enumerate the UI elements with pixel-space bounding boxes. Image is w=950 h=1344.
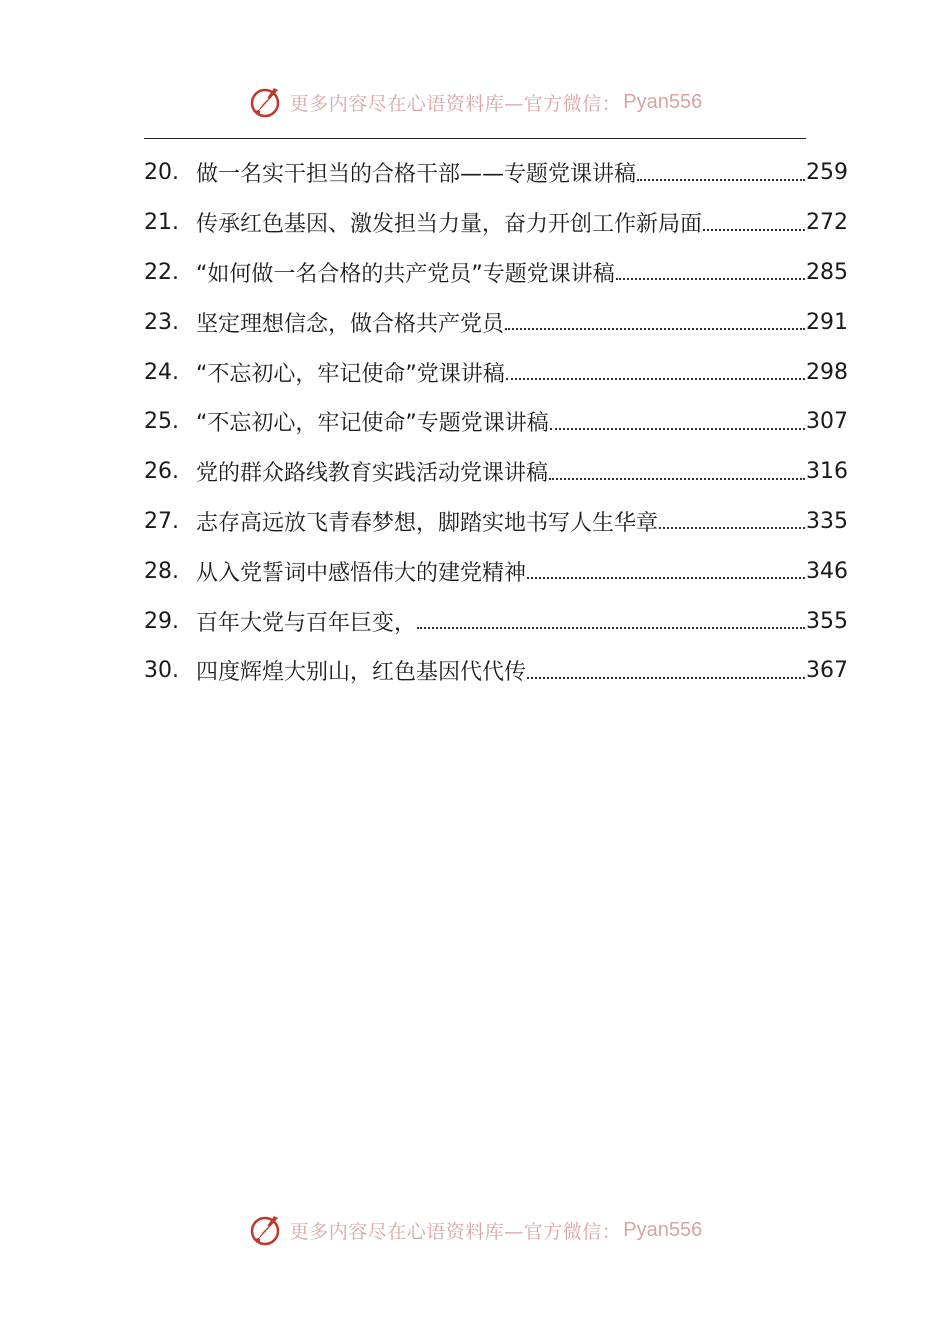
toc-leader-dots — [527, 660, 805, 682]
toc-entry[interactable] — [144, 397, 848, 447]
toc-title: 传承红色基因、激发担当力量，奋力开创工作新局面 — [196, 212, 703, 238]
toc-number: 22. — [144, 259, 179, 285]
toc-title: 坚定理想信念，做合格共产党员 — [196, 311, 505, 337]
header-rule — [144, 138, 806, 139]
toc-title: 党的群众路线教育实践活动党课讲稿 — [196, 461, 549, 487]
banner-text: 更多内容尽在心语资料库—官方微信： — [289, 1220, 622, 1243]
toc-leader-dots — [550, 411, 805, 433]
toc-number: 24. — [144, 359, 179, 385]
toc-page-number: 335 — [806, 508, 848, 534]
header-banner — [0, 82, 950, 122]
toc-number: 20. — [144, 160, 179, 186]
footer-banner — [0, 1210, 950, 1250]
toc-entry[interactable] — [144, 148, 848, 198]
banner-wechat-id: Pyan556 — [623, 90, 703, 113]
toc-title: 百年大党与百年巨变， — [196, 610, 417, 636]
toc-leader-dots — [505, 311, 805, 333]
toc-leader-dots — [616, 261, 805, 283]
toc-leader-dots — [417, 610, 805, 632]
toc-entry[interactable] — [144, 347, 848, 397]
toc-page-number: 285 — [806, 259, 848, 285]
toc-title: 从入党誓词中感悟伟大的建党精神 — [196, 560, 527, 586]
toc-page-number: 367 — [806, 658, 848, 684]
toc-entry[interactable] — [144, 596, 848, 646]
toc-number: 25. — [144, 409, 179, 435]
toc-number: 26. — [144, 459, 179, 485]
banner-text: 更多内容尽在心语资料库—官方微信： — [289, 92, 622, 115]
toc-number: 28. — [144, 558, 179, 584]
toc-leader-dots — [637, 162, 805, 184]
toc-number: 29. — [144, 608, 179, 634]
toc-page-number: 259 — [806, 160, 848, 186]
toc-entry[interactable] — [144, 248, 848, 298]
toc-entry[interactable] — [144, 198, 848, 248]
toc-title: 四度辉煌大别山，红色基因代代传 — [196, 660, 527, 686]
toc-entry[interactable] — [144, 447, 848, 497]
toc-title: “不忘初心，牢记使命”党课讲稿 — [196, 361, 505, 387]
toc-title: “不忘初心，牢记使命”专题党课讲稿 — [196, 411, 549, 437]
toc-page-number: 298 — [806, 359, 848, 385]
toc-number: 27. — [144, 508, 179, 534]
toc-page-number: 307 — [806, 409, 848, 435]
toc-title: “如何做一名合格的共产党员”专题党课讲稿 — [196, 261, 615, 287]
toc-entry[interactable] — [144, 297, 848, 347]
table-of-contents — [144, 148, 848, 696]
toc-page-number: 355 — [806, 608, 848, 634]
toc-entry[interactable] — [144, 546, 848, 596]
toc-leader-dots — [549, 461, 805, 483]
toc-leader-dots — [527, 560, 805, 582]
toc-title: 做一名实干担当的合格干部——专题党课讲稿 — [196, 162, 637, 188]
toc-page-number: 346 — [806, 558, 848, 584]
toc-entry[interactable] — [144, 646, 848, 696]
toc-number: 30. — [144, 658, 179, 684]
toc-leader-dots — [659, 510, 805, 532]
quill-logo-icon — [248, 84, 284, 120]
toc-leader-dots — [703, 212, 805, 234]
toc-number: 21. — [144, 210, 179, 236]
toc-leader-dots — [506, 361, 805, 383]
toc-page-number: 272 — [806, 210, 848, 236]
toc-number: 23. — [144, 309, 179, 335]
quill-logo-icon — [248, 1212, 284, 1248]
toc-entry[interactable] — [144, 497, 848, 547]
toc-page-number: 291 — [806, 309, 848, 335]
toc-page-number: 316 — [806, 459, 848, 485]
toc-title: 志存高远放飞青春梦想，脚踏实地书写人生华章 — [196, 510, 659, 536]
banner-wechat-id: Pyan556 — [623, 1218, 703, 1241]
